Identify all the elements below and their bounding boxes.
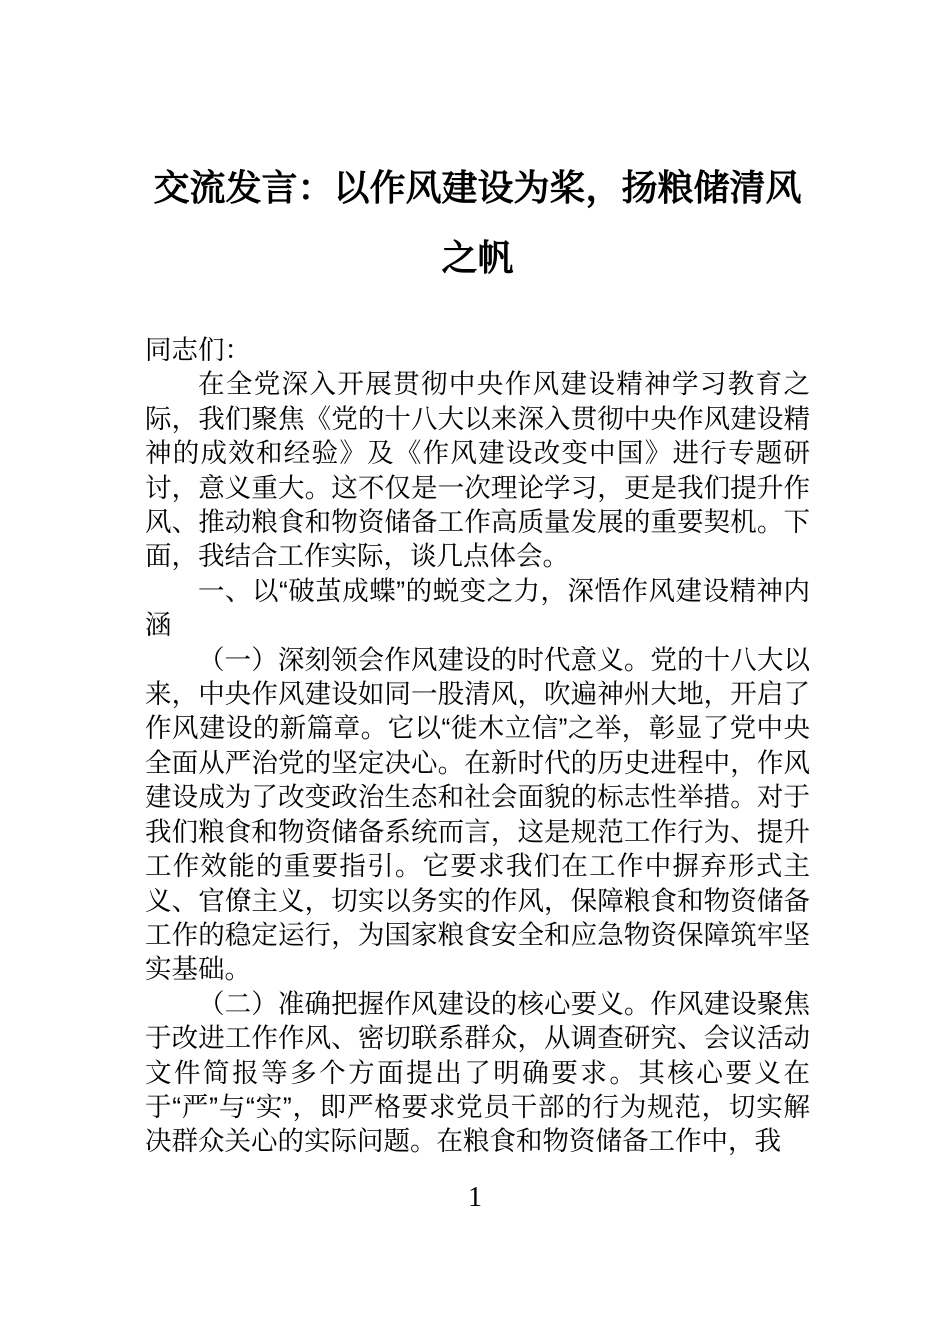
page-number: 1 — [468, 1182, 482, 1213]
paragraph-point-1: （一）深刻领会作风建设的时代意义。党的十八大以来，中央作风建设如同一股清风，吹遍神州大地，开启了作风建设的新篇章。它以“徙木立信”之举，彰显了党中央全面从严治党的坚定决心。在新时代的历史进程中，作风建设成为了改变政治生态和社会面貌的标志性举措。对于我们粮食和物资储备系统而言，这是规范工作行为、提升工作效能的重要指引。它要求我们在工作中摒弃形式主义、官僚主义，切实以务实的作风，保障粮食和物资储备工作的稳定运行，为国家粮食安全和应急物资保障筑牢坚实基础。 — [145, 644, 810, 985]
paragraph-point-2: （二）准确把握作风建设的核心要义。作风建设聚焦于改进工作作风、密切联系群众，从调查研究、会议活动文件简报等多个方面提出了明确要求。其核心要义在于“严”与“实”，即严格要求党员干部的行为规范，切实解决群众关心的实际问题。在粮食和物资储备工作中，我 — [145, 988, 810, 1157]
document-title: 交流发言：以作风建设为桨，扬粮储清风之帆 — [153, 167, 802, 278]
section-heading-1: 一、以“破茧成蝶”的蜕变之力，深悟作风建设精神内涵 — [145, 575, 810, 641]
paragraph-intro: 在全党深入开展贯彻中央作风建设精神学习教育之际，我们聚焦《党的十八大以来深入贯彻中央作风建设精神的成效和经验》及《作风建设改变中国》进行专题研讨，意义重大。这不仅是一次理论学习，更是我们提升作风、推动粮食和物资储备工作高质量发展的重要契机。下面，我结合工作实际，谈几点体会。 — [145, 369, 810, 572]
salutation: 同志们： — [145, 335, 251, 365]
document-body — [145, 153, 810, 1159]
